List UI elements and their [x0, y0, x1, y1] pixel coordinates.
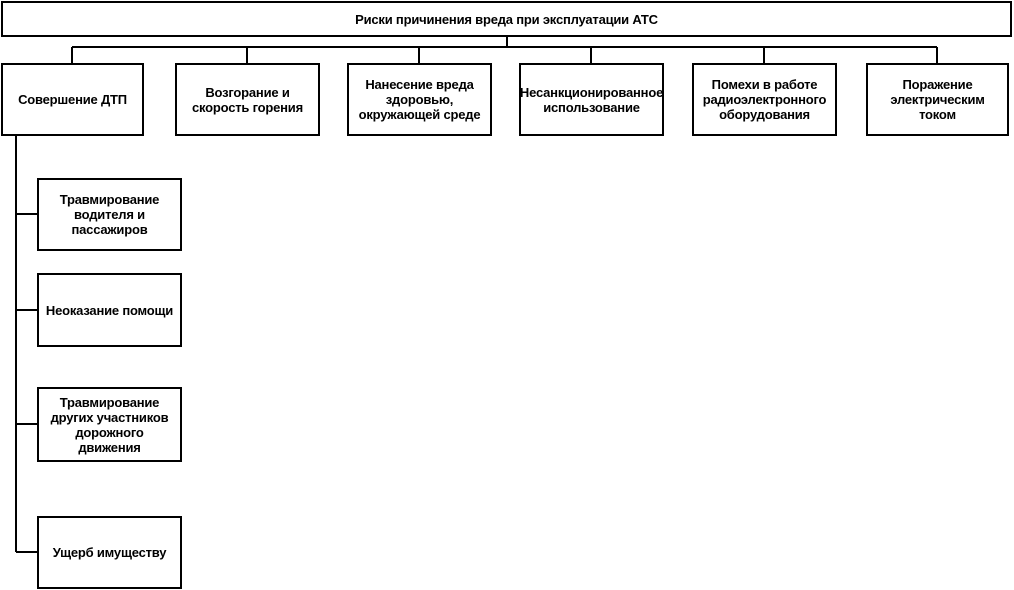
category-node-unauthorized — [519, 63, 664, 136]
dtp-child-node-injury-others — [37, 387, 182, 462]
dtp-child-label: Неоказание помощи — [45, 302, 174, 318]
root-node — [1, 1, 1012, 37]
dtp-child-node-property-damage — [37, 516, 182, 589]
category-label: Совершение ДТП — [18, 92, 127, 107]
dtp-child-node-injury-occupants — [37, 178, 182, 251]
category-node-dtp — [1, 63, 144, 136]
category-node-interference — [692, 63, 837, 136]
category-node-electric — [866, 63, 1009, 136]
category-node-health — [347, 63, 492, 136]
root-label: Риски причинения вреда при эксплуатации АТС — [355, 11, 658, 27]
category-node-fire — [175, 63, 320, 136]
category-label: Помехи в работе радиоэлектронного оборудования — [702, 77, 827, 122]
category-label: Возгорание и скорость горения — [191, 84, 303, 115]
category-label: Несанкционированное использование — [519, 84, 664, 115]
dtp-child-label: Травмирование водителя и пассажиров — [59, 192, 160, 237]
dtp-child-label: Ущерб имуществу — [52, 545, 167, 560]
category-label: Поражение электрическим током — [890, 77, 985, 122]
dtp-child-label: Травмирование других участников дорожного движения — [50, 394, 169, 455]
dtp-child-node-no-assistance — [37, 273, 182, 347]
category-label: Нанесение вреда здоровью, окружающей среде — [358, 77, 481, 122]
